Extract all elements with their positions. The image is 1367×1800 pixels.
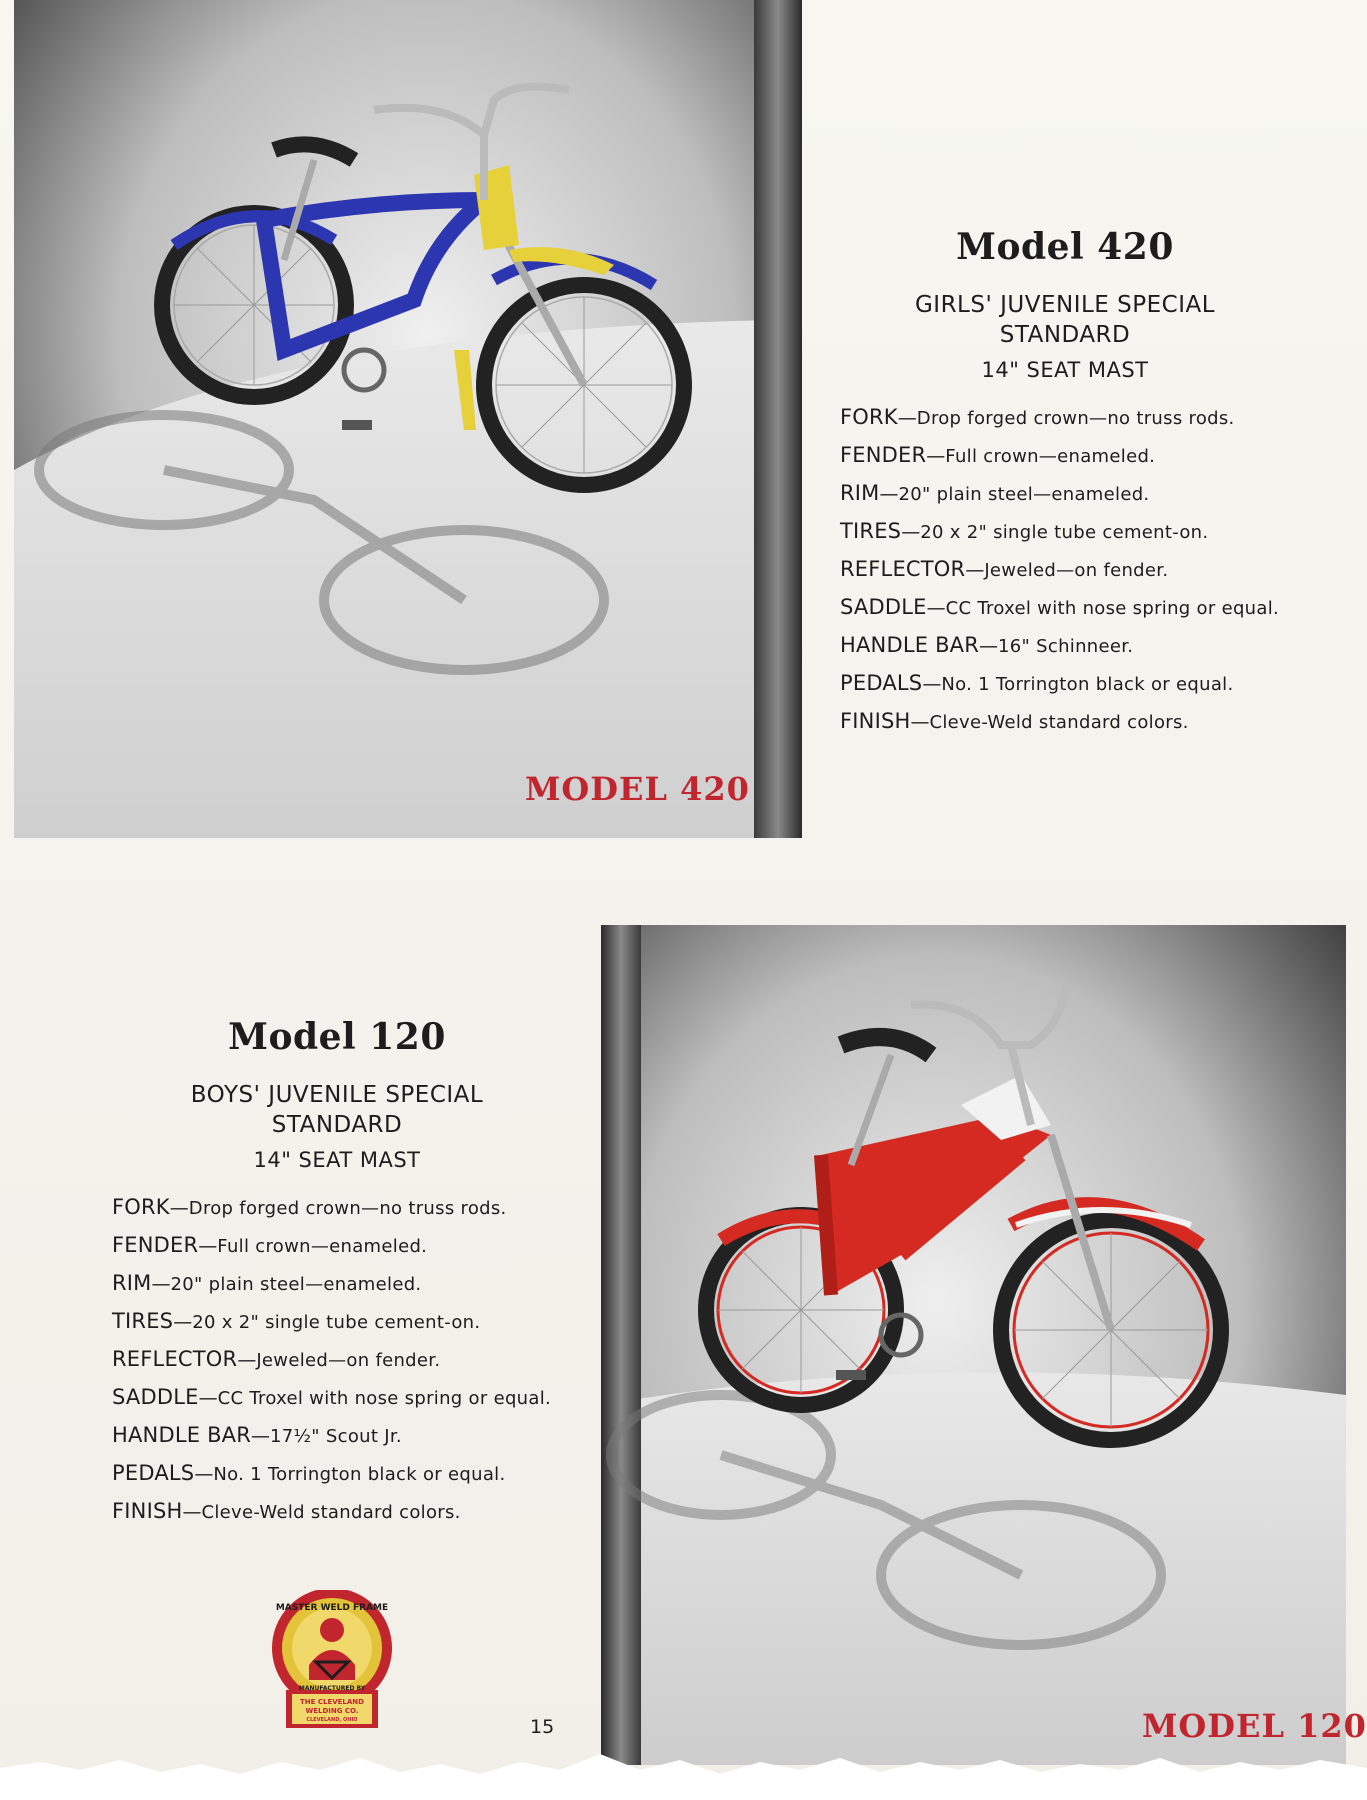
spec-line: RIM—20" plain steel—enameled. (112, 1271, 422, 1295)
spec-value: Drop forged crown—no truss rods. (916, 408, 1235, 429)
spec-value: Jeweled—on fender. (256, 1350, 441, 1371)
master-weld-frame-logo (264, 1590, 400, 1732)
model-420-subtitle-line1: GIRLS' JUVENILE SPECIAL (914, 292, 1216, 318)
spec-line: FENDER—Full crown—enameled. (112, 1233, 428, 1257)
spec-key: SADDLE (112, 1385, 199, 1409)
spec-key: FINISH (112, 1499, 183, 1523)
spec-line: PEDALS—No. 1 Torrington black or equal. (112, 1461, 506, 1485)
spec-value: 16" Schinneer. (998, 636, 1134, 657)
torn-paper-edge (0, 1740, 1367, 1800)
spec-value: No. 1 Torrington black or equal. (213, 1464, 506, 1485)
spec-key: REFLECTOR (840, 557, 966, 581)
badge-bottom-line1: THE CLEVELAND (300, 1698, 364, 1706)
badge-bottom-line3: CLEVELAND, OHIO (306, 1717, 358, 1723)
spec-line: FORK—Drop forged crown—no truss rods. (840, 405, 1235, 429)
spec-key: FORK (112, 1195, 170, 1219)
spec-value: Full crown—enameled. (945, 446, 1156, 467)
model-120-specs (112, 1016, 562, 1538)
spec-value: Cleve-Weld standard colors. (201, 1502, 461, 1523)
model-120-spec-list (112, 1196, 562, 1524)
spec-line: FENDER—Full crown—enameled. (840, 443, 1156, 467)
spec-value: CC Troxel with nose spring or equal. (217, 1388, 552, 1409)
model-420-spec-list (840, 406, 1290, 734)
bicycle-420-image (14, 0, 802, 838)
spec-value: 17½" Scout Jr. (270, 1426, 402, 1447)
spec-line: SADDLE—CC Troxel with nose spring or equal. (840, 595, 1280, 619)
spec-key: PEDALS (112, 1461, 195, 1485)
spec-key: TIRES (840, 519, 902, 543)
bicycle-120-image (601, 925, 1346, 1765)
spec-line: FORK—Drop forged crown—no truss rods. (112, 1195, 507, 1219)
spec-key: HANDLE BAR (112, 1423, 252, 1447)
spec-value: CC Troxel with nose spring or equal. (945, 598, 1280, 619)
model-420-subtitle-line2: STANDARD (999, 322, 1131, 348)
spec-line: REFLECTOR—Jeweled—on fender. (112, 1347, 441, 1371)
spec-line: REFLECTOR—Jeweled—on fender. (840, 557, 1169, 581)
spec-key: SADDLE (840, 595, 927, 619)
model-420-specs (840, 226, 1290, 748)
spec-key: REFLECTOR (112, 1347, 238, 1371)
spec-key: RIM (112, 1271, 152, 1295)
spec-key: PEDALS (840, 671, 923, 695)
spec-value: 20 x 2" single tube cement-on. (920, 522, 1209, 543)
spec-line: PEDALS—No. 1 Torrington black or equal. (840, 671, 1234, 695)
spec-line: HANDLE BAR—16" Schinneer. (840, 633, 1134, 657)
model-120-title: Model 120 (228, 1016, 446, 1058)
model-420-photo (14, 0, 802, 838)
badge-bottom-line2: WELDING CO. (305, 1707, 359, 1715)
spec-value: 20" plain steel—enameled. (898, 484, 1150, 505)
badge-middle-text: MANUFACTURED BY (298, 1685, 366, 1692)
spec-value: Full crown—enameled. (217, 1236, 428, 1257)
spec-key: FENDER (840, 443, 927, 467)
page-number: 15 (530, 1716, 555, 1738)
model-120-photo (601, 925, 1346, 1765)
model-120-seat-mast: 14" SEAT MAST (253, 1148, 421, 1172)
spec-key: TIRES (112, 1309, 174, 1333)
spec-value: Drop forged crown—no truss rods. (188, 1198, 507, 1219)
spec-line: FINISH—Cleve-Weld standard colors. (840, 709, 1189, 733)
model-420-title: Model 420 (956, 226, 1174, 268)
spec-value: 20 x 2" single tube cement-on. (192, 1312, 481, 1333)
spec-line: TIRES—20 x 2" single tube cement-on. (840, 519, 1209, 543)
spec-line: RIM—20" plain steel—enameled. (840, 481, 1150, 505)
spec-line: SADDLE—CC Troxel with nose spring or equal. (112, 1385, 552, 1409)
badge-top-text: MASTER WELD FRAME (275, 1603, 389, 1613)
model-120-subtitle-line1: BOYS' JUVENILE SPECIAL (190, 1082, 484, 1108)
spec-line: TIRES—20 x 2" single tube cement-on. (112, 1309, 481, 1333)
spec-key: HANDLE BAR (840, 633, 980, 657)
spec-value: Cleve-Weld standard colors. (929, 712, 1189, 733)
spec-line: FINISH—Cleve-Weld standard colors. (112, 1499, 461, 1523)
model-120-photo-caption: MODEL 120 (1142, 1707, 1367, 1745)
spec-key: FINISH (840, 709, 911, 733)
model-120-subtitle-line2: STANDARD (271, 1112, 403, 1138)
model-420-photo-caption: MODEL 420 (525, 770, 750, 808)
spec-key: FENDER (112, 1233, 199, 1257)
spec-key: RIM (840, 481, 880, 505)
spec-key: FORK (840, 405, 898, 429)
model-420-seat-mast: 14" SEAT MAST (981, 358, 1149, 382)
spec-value: 20" plain steel—enameled. (170, 1274, 422, 1295)
spec-line: HANDLE BAR—17½" Scout Jr. (112, 1423, 402, 1447)
spec-value: No. 1 Torrington black or equal. (941, 674, 1234, 695)
spec-value: Jeweled—on fender. (984, 560, 1169, 581)
master-weld-frame-badge-icon (264, 1590, 400, 1732)
